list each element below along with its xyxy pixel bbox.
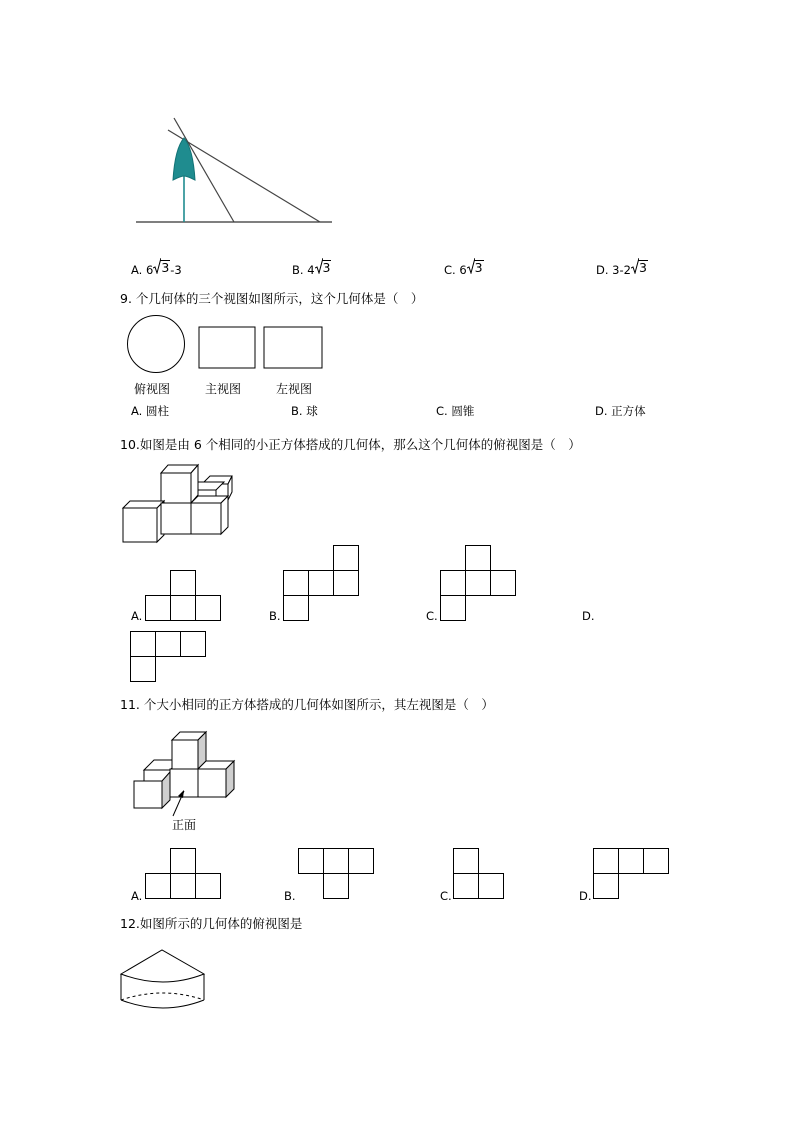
q9-option-c[interactable]: C. 圆锥 — [436, 404, 475, 418]
q9-option-d[interactable]: D. 正方体 — [595, 404, 646, 418]
q10-option-d-grid[interactable] — [130, 630, 208, 684]
q11-option-d-label[interactable]: D. — [579, 889, 592, 903]
q11-option-c-label[interactable]: C. — [440, 889, 452, 903]
q11-front-label: 正面 — [172, 818, 197, 832]
q8-option-b[interactable]: B. 4 3 — [292, 259, 331, 277]
sqrt-icon: 3 — [315, 258, 332, 274]
q10-option-c-grid[interactable] — [440, 544, 518, 623]
q9-top-view-circle — [126, 315, 188, 375]
q9-option-a[interactable]: A. 圆柱 — [131, 404, 169, 418]
sqrt-icon: 3 — [631, 258, 648, 274]
q11-option-d-grid[interactable] — [593, 847, 671, 901]
q9-option-b[interactable]: B. 球 — [291, 404, 318, 418]
q8-tree-diagram — [130, 112, 340, 230]
sqrt-icon: 3 — [153, 258, 170, 274]
q10-option-a-label[interactable]: A. — [131, 609, 143, 623]
q8-option-d[interactable]: D. 3-2 3 — [596, 259, 647, 277]
q10-question: 10.如图是由 6 个相同的小正方体搭成的几何体，那么这个几何体的俯视图是（ ） — [120, 437, 581, 452]
q9-caption-top: 俯视图 — [134, 382, 171, 396]
q10-option-d-label[interactable]: D. — [582, 609, 595, 623]
q10-option-b-label[interactable]: B. — [269, 609, 281, 623]
q10-cube-stack-diagram — [120, 462, 234, 544]
q9-caption-left: 左视图 — [276, 382, 313, 396]
q12-sector-prism-diagram — [118, 946, 208, 1016]
q11-cube-stack-diagram — [130, 728, 238, 812]
q9-front-view-rect — [198, 326, 258, 370]
q9-left-view-rect — [263, 326, 325, 370]
q11-option-b-label[interactable]: B. — [284, 889, 296, 903]
q10-option-c-label[interactable]: C. — [426, 609, 438, 623]
q8-option-a[interactable]: A. 6 3 -3 — [131, 259, 182, 277]
q11-option-a-grid[interactable] — [145, 847, 223, 901]
q10-option-a-grid[interactable] — [145, 569, 223, 623]
q11-option-b-grid[interactable] — [298, 847, 376, 901]
q11-question: 11. 个大小相同的正方体搭成的几何体如图所示，其左视图是（ ） — [120, 697, 494, 712]
q11-option-a-label[interactable]: A. — [131, 889, 143, 903]
sqrt-icon: 3 — [467, 258, 484, 274]
q11-option-c-grid[interactable] — [453, 847, 507, 901]
q8-option-c[interactable]: C. 6 3 — [444, 259, 483, 277]
q10-option-b-grid[interactable] — [283, 544, 361, 623]
q9-question: 9. 个几何体的三个视图如图所示，这个几何体是（ ） — [120, 291, 424, 306]
q9-caption-front: 主视图 — [205, 382, 242, 396]
q12-question: 12.如图所示的几何体的俯视图是 — [120, 916, 303, 931]
